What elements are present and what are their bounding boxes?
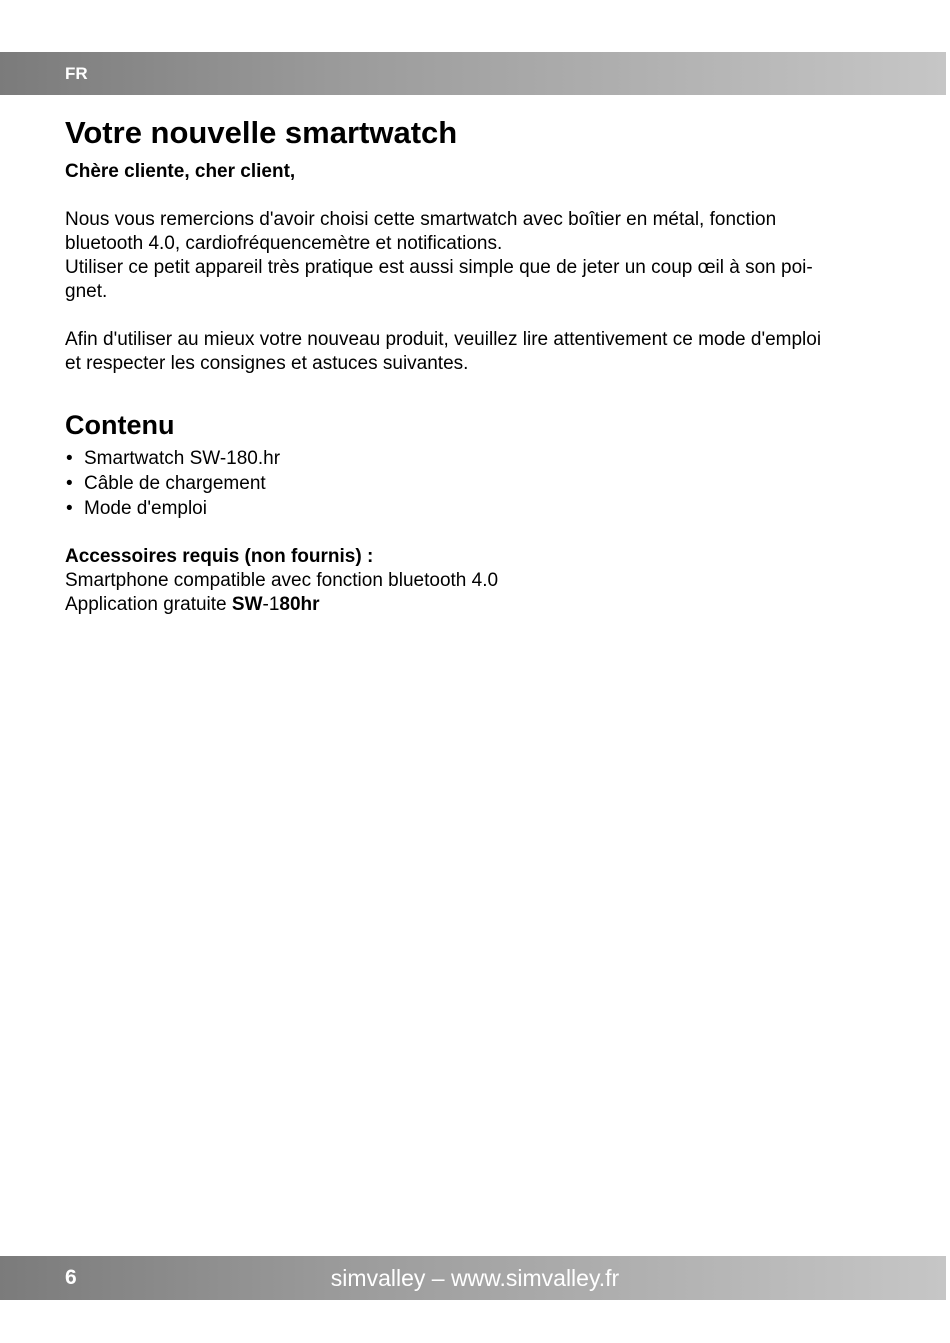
app-name-part: -1 bbox=[262, 594, 280, 615]
list-item bbox=[65, 496, 885, 521]
app-label: Application gratuite bbox=[65, 594, 232, 615]
contents-list bbox=[65, 446, 885, 521]
footer-band bbox=[0, 1256, 946, 1300]
page-number: 6 bbox=[65, 1266, 77, 1289]
app-name-part: 80hr bbox=[279, 594, 320, 615]
accessories-heading: Accessoires requis (non fournis) : bbox=[65, 546, 374, 567]
intro-paragraph bbox=[65, 208, 885, 304]
list-item bbox=[65, 471, 885, 496]
tip-line: et respecter les consignes et astuces suivantes. bbox=[65, 353, 469, 374]
greeting: Chère cliente, cher client, bbox=[65, 161, 296, 182]
list-item bbox=[65, 446, 885, 471]
intro-line: Utiliser ce petit appareil très pratique est aussi simple que de jeter un coup œil à son poi- bbox=[65, 257, 813, 278]
list-item-text: Smartwatch SW-180.hr bbox=[84, 448, 281, 469]
list-item-text: Câble de chargement bbox=[84, 473, 266, 494]
app-name-part: SW bbox=[231, 594, 263, 615]
intro-line: bluetooth 4.0, cardiofréquencemètre et notifications. bbox=[65, 233, 503, 254]
tip-paragraph bbox=[65, 328, 885, 376]
footer-text: simvalley – www.simvalley.fr bbox=[330, 1265, 620, 1291]
list-item-text: Mode d'emploi bbox=[84, 498, 207, 519]
header-band bbox=[0, 52, 946, 95]
bullet-icon: • bbox=[66, 448, 73, 469]
accessories-line: Smartphone compatible avec fonction bluetooth 4.0 bbox=[65, 570, 499, 591]
language-code: FR bbox=[65, 64, 88, 83]
bullet-icon: • bbox=[66, 473, 73, 494]
bullet-icon: • bbox=[66, 498, 73, 519]
page-title: Votre nouvelle smartwatch bbox=[65, 115, 458, 150]
page-content bbox=[65, 114, 885, 617]
accessories-line bbox=[65, 593, 885, 617]
contents-heading: Contenu bbox=[65, 410, 175, 440]
intro-line: Nous vous remercions d'avoir choisi cette smartwatch avec boîtier en métal, fonction bbox=[65, 209, 777, 230]
tip-line: Afin d'utiliser au mieux votre nouveau produit, veuillez lire attentivement ce mode d'emploi bbox=[65, 329, 822, 350]
intro-line: gnet. bbox=[65, 281, 108, 302]
